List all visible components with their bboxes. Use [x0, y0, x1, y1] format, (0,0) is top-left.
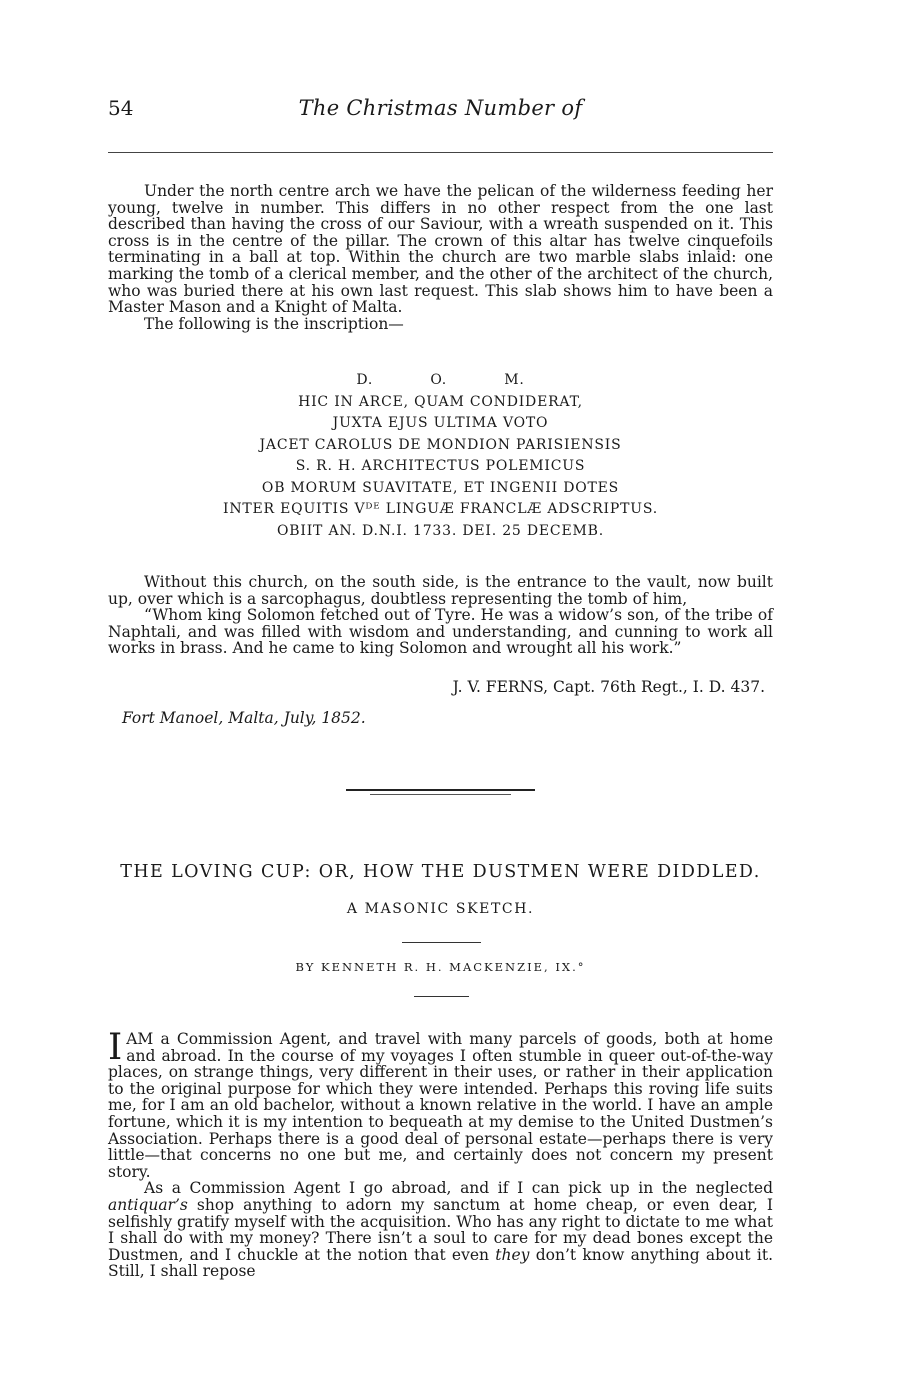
article2-subtitle: A MASONIC SKETCH.: [346, 901, 535, 917]
section-divider: [346, 789, 535, 791]
article1-paragraph-3: Without this church, on the south side, is the entrance to the vault, now built up, over which is a sarcophagus, doubtless representing the tomb of him,: [108, 573, 773, 608]
dateline: Fort Manoel, Malta, July, 1852.: [122, 709, 366, 727]
article1-paragraph-2: The following is the inscription—: [144, 314, 404, 333]
inscription-line: JUXTA EJUS ULTIMA VOTO: [332, 415, 549, 431]
inscription-line: OBIIT AN. D.N.I. 1733. DEI. 25 DECEMB.: [277, 522, 604, 539]
inscription: [108, 370, 773, 542]
header-rule: [108, 152, 773, 153]
italic-run: they: [495, 1245, 530, 1264]
inscription-line: D. O. M.: [356, 372, 525, 388]
byline-rule: [414, 996, 469, 997]
inscription-line: OB MORUM SUAVITATE, ET INGENII DOTES: [261, 479, 620, 496]
article2-paragraph-2: [108, 1180, 773, 1280]
text-run: don’t know anything about it. Still, I shall repose: [108, 1245, 774, 1281]
subtitle-rule: [402, 942, 481, 943]
article2-byline: BY KENNETH R. H. MACKENZIE, IX.°: [295, 960, 586, 974]
inscription-line: JACET CAROLUS DE MONDION PARISIENSIS: [259, 436, 622, 453]
article1-body: [108, 183, 773, 332]
article2-body: [108, 1027, 774, 1281]
running-title: The Christmas Number of: [298, 96, 583, 120]
signature: J. V. FERNS, Capt. 76th Regt., I. D. 437.: [452, 678, 765, 696]
article2-paragraph-1-text: AM a Commission Agent, and travel with many parcels of goods, both at home and abroad. In the course of my voyages I often stumble in queer out-of-the-way places, on strange things, very different in their uses, or rather in their application to the original purpose for which they were intended. Perhaps this roving life suits me, for I am an old bachelor, without a known relative in the world. I have an ample fortune, which it is my intention to bequeath at my demise to the United Dustmen’s Association. Perhaps there is a good deal of personal estate—perhaps there is very little—that concerns no one but me, and certainly does not concern my present story.: [108, 1030, 773, 1181]
inscription-line: HIC IN ARCE, QUAM CONDIDERAT,: [298, 393, 583, 410]
inscription-line: S. R. H. ARCHITECTUS POLEMICUS: [295, 458, 586, 474]
page-number: 54: [108, 96, 134, 120]
section-divider-thin: [370, 794, 511, 795]
page-header: [108, 96, 773, 136]
article2-title: THE LOVING CUP: OR, HOW THE DUSTMEN WERE DIDDLED.: [120, 862, 761, 882]
article1-quote: “Whom king Solomon fetched out of Tyre. He was a widow’s son, of the tribe of Naphtali, and was filled with wisdom and understanding, and cunning to work all works in brass. And he came to king Solomon and wrought all his work.”: [108, 606, 773, 658]
article1-closing: [108, 574, 773, 657]
drop-cap: I: [108, 1027, 123, 1068]
article2-paragraph-1: [108, 1027, 773, 1181]
article1-paragraph-1: Under the north centre arch we have the pelican of the wilderness feeding her young, twelve in number. This differs in no other respect from the one last described than having the cross of our Saviour, with a wreath suspended on it. This cross is in the centre of the pillar. The crown of this altar has twelve cinquefoils terminating in a ball at top. Within the church are two marble slabs inlaid: one marking the tomb of a clerical member, and the other of the architect of the church, who was buried there at his own last request. This slab shows him to have been a Master Mason and a Knight of Malta.: [108, 182, 773, 317]
text-run: shop anything to adorn my sanctum at home cheap, or even dear, I selfishly gratify myself with the acquisition. Who has any right to dictate to me what I shall do with my money? There isn’t a soul to care for my dead bones except the Dustmen, and I chuckle at the notion that even: [108, 1195, 773, 1264]
inscription-line: INTER EQUITIS Vᴰᴱ LINGUÆ FRANCLÆ ADSCRIPTUS.: [223, 501, 658, 517]
text-run: As a Commission Agent I go abroad, and if I can pick up in the neglected: [144, 1179, 773, 1198]
italic-run: antiquar’s: [108, 1195, 188, 1214]
